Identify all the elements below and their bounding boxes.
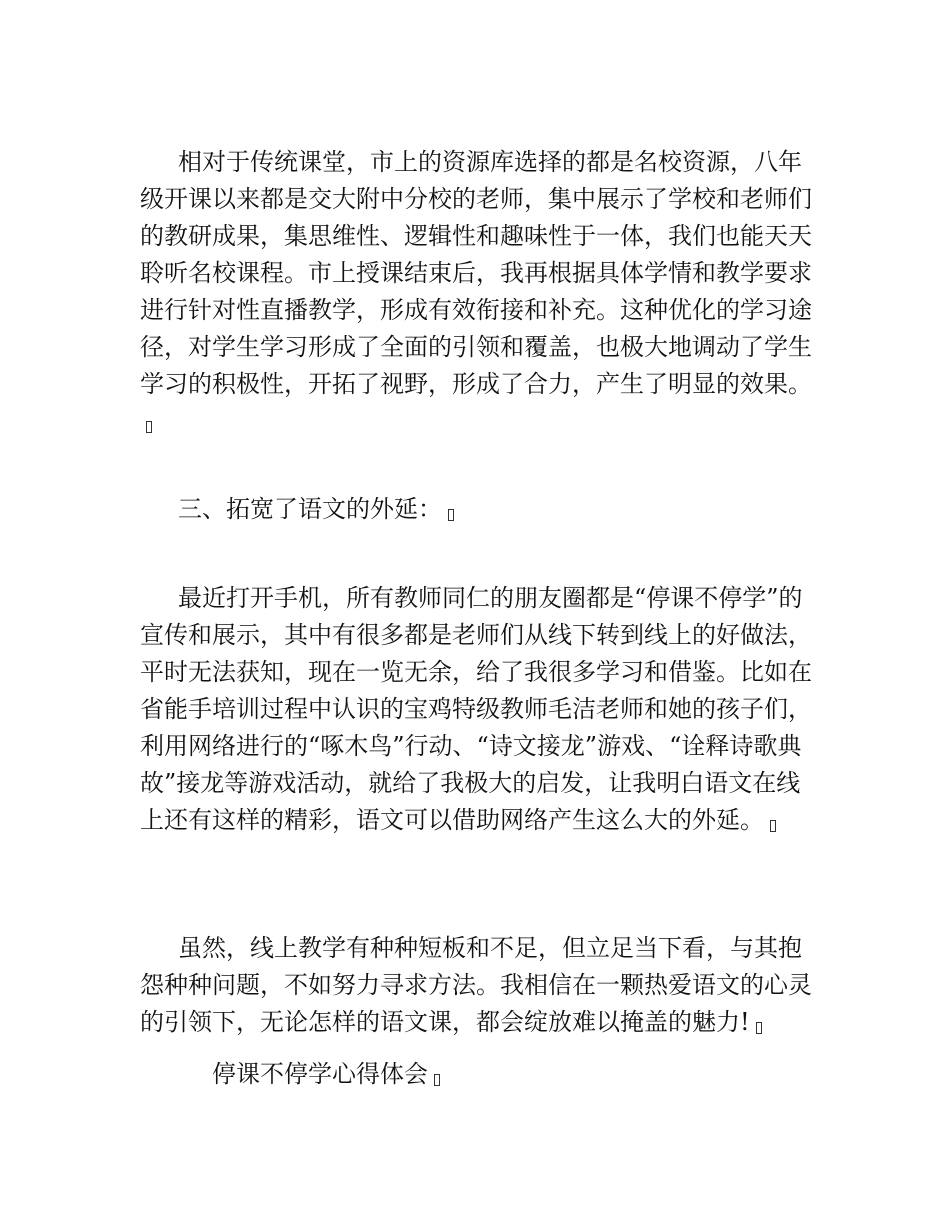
section-heading [178,491,454,528]
paragraph-end-mark-icon [448,509,454,521]
paragraph-end-mark-icon [146,421,152,433]
paragraph-text: 相对于传统课堂，市上的资源库选择的都是名校资源，八年级开课以来都是交大附中分校的老师，集中展示了学校和老师们的教研成果，集思维性、逻辑性和趣味性于一体，我们也能天天聆听名校课程。市上授课结束后，我再根据具体学情和教学要求进行针对性直播教学，形成有效衔接和补充。这种优化的学习途径，对学生学习形成了全面的引领和覆盖，也极大地调动了学生学习的积极性，开拓了视野，形成了合力，产生了明显的效果。 [140,148,812,398]
paragraph-end-mark-icon [434,1074,440,1086]
paragraph-text: 虽然，线上教学有种种短板和不足，但立足当下看，与其抱怨种种问题，不如努力寻求方法。我相信在一颗热爱语文的心灵的引领下，无论怎样的语文课，都会绽放难以掩盖的魅力! [140,934,812,1036]
paragraph-end-mark-icon [770,820,776,832]
paragraph-end-mark-icon [756,1022,762,1034]
paragraph-text: 最近打开手机，所有教师同仁的朋友圈都是“停课不停学”的宣传和展示，其中有很多都是老师们从线下转到线上的好做法，平时无法获知，现在一览无余，给了我很多学习和借鉴。比如在省能手培训过程中认识的宝鸡特级教师毛洁老师和她的孩子们，利用网络进行的“啄木鸟”行动、“诗文接龙”游戏、“诠释诗歌典故”接龙等游戏活动，就给了我极大的启发，让我明白语文在线上还有这样的精彩，语文可以借助网络产生这么大的外延。 [140,584,812,834]
paragraph-resource-library [140,144,820,440]
section-heading-text: 三、拓宽了语文的外延： [178,495,442,523]
next-article-title-text: 停课不停学心得体会 [212,1060,428,1088]
paragraph-conclusion [140,930,820,1041]
paragraph-extension [140,580,820,839]
next-article-title [212,1056,440,1093]
